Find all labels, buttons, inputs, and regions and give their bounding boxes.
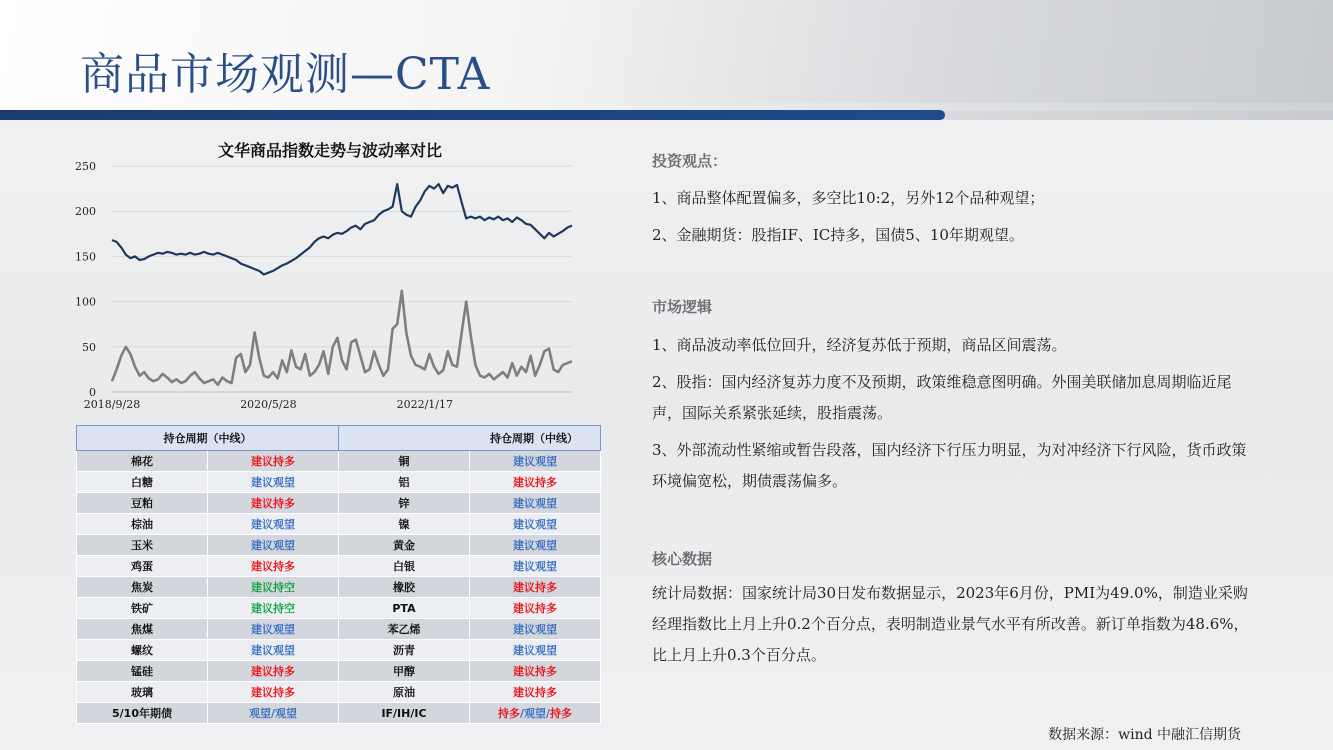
page-title: 商品市场观测—CTA [80,49,491,100]
separator: / [519,707,524,720]
recommendation: 建议观望 [470,451,601,472]
commodity-name: 铜 [339,451,470,472]
line-chart [60,130,600,420]
logic-line-3: 3、外部流动性紧缩或暂告段落，国内经济下行压力明显，为对冲经济下行风险，货币政策环境偏宽松，期债震荡偏多。 [652,441,1247,490]
recommendation: 建议持多 [470,472,601,493]
commodity-name: 苯乙烯 [339,619,470,640]
commodity-name: 沥青 [339,640,470,661]
table-header-row [77,426,601,451]
y-tick-label: 150 [75,250,96,264]
recommendation: 建议观望 [470,514,601,535]
table-row [77,514,601,535]
recommendation: 建议持多 [470,577,601,598]
data-source: 数据来源：wind 中融汇信期货 [1048,727,1241,743]
commodity-name: 5/10年期债 [77,703,208,724]
table-row [77,703,601,724]
commodity-name: 焦煤 [77,619,208,640]
commodity-name: 豆粕 [77,493,208,514]
table-row [77,598,601,619]
recommendation: 建议观望 [208,514,339,535]
position-table [76,425,601,724]
chart-title: 文华商品指数走势与波动率对比 [217,141,442,160]
table-body [77,451,601,724]
series-line-volatility [112,291,572,385]
table-row [77,577,601,598]
commodity-name: 螺纹 [77,640,208,661]
commodity-name: 原油 [339,682,470,703]
recommendation: 建议观望 [208,619,339,640]
recommendation: 建议观望 [470,493,601,514]
table-row [77,451,601,472]
commodity-name: 锰硅 [77,661,208,682]
recommendation: 建议观望 [208,535,339,556]
commodity-name: 玉米 [77,535,208,556]
recommendation: 建议观望 [470,619,601,640]
recommendation: 建议持空 [208,598,339,619]
recommendation: 建议持多 [208,451,339,472]
recommendation: 建议持多 [208,493,339,514]
table-header-right [339,426,601,451]
recommendation: 建议持多 [470,682,601,703]
table-header-right-label: 持仓周期（中线） [490,432,578,445]
core-heading: 核心数据 [652,550,713,568]
recommendation: 建议观望 [470,640,601,661]
y-tick-label: 0 [89,386,96,399]
commodity-name: 黄金 [339,535,470,556]
recommendation-part: 观望 [524,707,546,720]
recommendation: 建议持多 [470,661,601,682]
logic-heading: 市场逻辑 [652,298,713,316]
y-tick-label: 100 [75,295,96,309]
recommendation [470,703,601,724]
recommendation-part: 持多 [550,707,573,720]
recommendation: 建议持多 [208,661,339,682]
table-row [77,661,601,682]
header-divider-bar [0,110,945,120]
recommendation-part: 持多 [497,707,520,720]
commodity-name: 玻璃 [77,682,208,703]
recommendation: 建议观望 [470,535,601,556]
views-line-1: 1、商品整体配置偏多，多空比10:2，另外12个品种观望； [652,189,1045,207]
y-tick-label: 50 [82,340,96,354]
x-tick-label: 2018/9/28 [83,398,141,411]
commodity-name: 棕油 [77,514,208,535]
table-row [77,619,601,640]
commodity-name: 白银 [339,556,470,577]
commodity-name: PTA [339,598,470,619]
commodity-name: IF/IH/IC [339,703,470,724]
table-row [77,682,601,703]
chart-panel [60,130,600,420]
commodity-name: 棉花 [77,451,208,472]
recommendation: 建议持空 [208,577,339,598]
series-line-index [112,184,572,274]
commodity-name: 镍 [339,514,470,535]
table-row [77,535,601,556]
y-tick-label: 200 [75,205,96,219]
commodity-name: 焦炭 [77,577,208,598]
recommendation: 建议持多 [470,598,601,619]
x-tick-label: 2022/1/17 [396,398,454,411]
views-line-2: 2、金融期货：股指IF、IC持多，国债5、10年期观望。 [652,226,1024,244]
commodity-name: 鸡蛋 [77,556,208,577]
recommendation: 建议持多 [208,682,339,703]
table-row [77,472,601,493]
commodity-name: 甲醇 [339,661,470,682]
logic-line-2: 2、股指：国内经济复苏力度不及预期，政策维稳意图明确。外围美联储加息周期临近尾声，国际关系紧张延续，股指震荡。 [652,373,1232,422]
recommendation: 建议观望 [208,640,339,661]
x-tick-label: 2020/5/28 [240,398,297,411]
commodity-name: 橡胶 [339,577,470,598]
y-tick-label: 250 [75,160,96,173]
commodity-name: 铁矿 [77,598,208,619]
recommendation: 建议持多 [208,556,339,577]
table-header-left: 持仓周期（中线） [77,426,339,451]
separator: / [546,707,551,720]
recommendation: 建议观望 [470,556,601,577]
commodity-name: 锌 [339,493,470,514]
recommendation: 建议观望 [208,472,339,493]
views-heading: 投资观点： [652,152,728,170]
commodity-name: 白糖 [77,472,208,493]
commodity-name: 铝 [339,472,470,493]
table-row [77,640,601,661]
table-row [77,556,601,577]
core-text: 统计局数据：国家统计局30日发布数据显示，2023年6月份，PMI为49.0%，制造业采购经理指数比上月上升0.2个百分点，表明制造业景气水平有所改善。新订单指数为48.6%，比上月上升0.3个百分点。 [652,584,1249,664]
logic-line-1: 1、商品波动率低位回升，经济复苏低于预期，商品区间震荡。 [652,336,1067,354]
table-row [77,493,601,514]
recommendation: 观望/观望 [208,703,339,724]
